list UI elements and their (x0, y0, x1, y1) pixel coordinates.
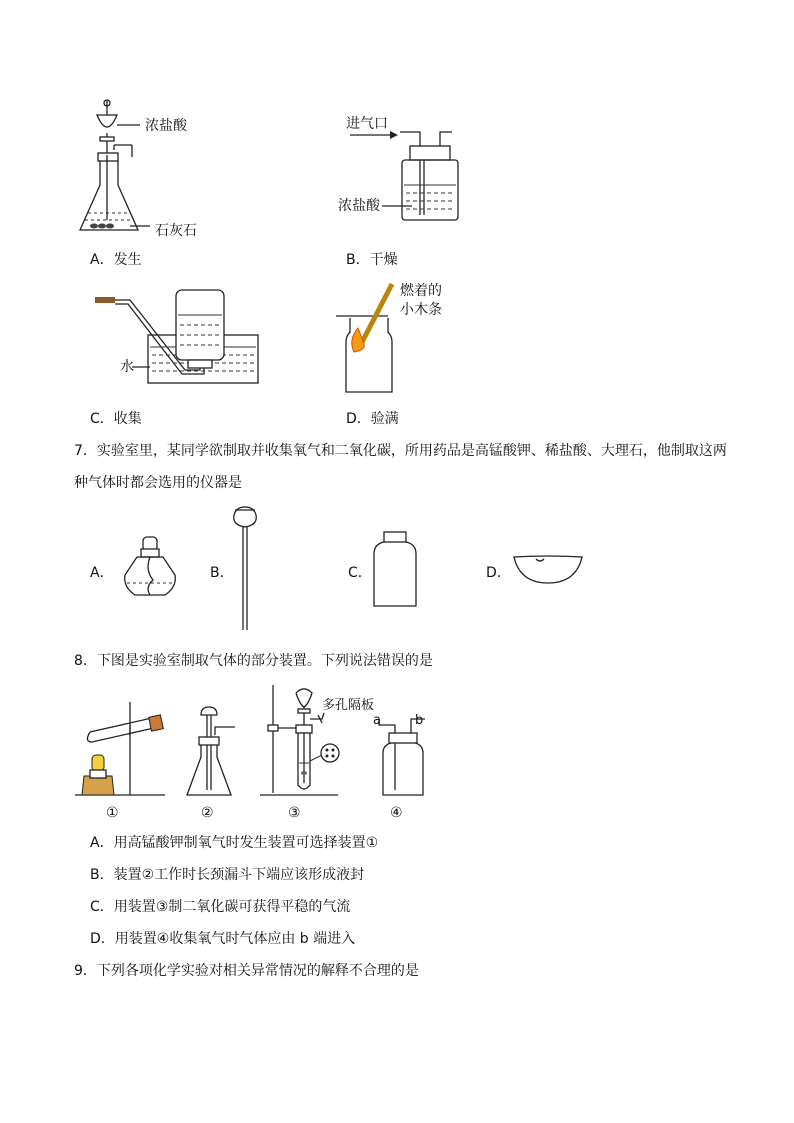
label-burning-stick-2: 小木条 (400, 302, 442, 318)
device-label-4: ④ (390, 805, 403, 821)
caption-b: B．干燥 (346, 252, 398, 268)
q8-option-a: A．用高锰酸钾制氧气时发生装置可选择装置① (90, 835, 379, 851)
caption-c: C．收集 (90, 411, 142, 427)
device-label-1: ① (106, 805, 119, 821)
device-1-heating-figure (70, 700, 170, 800)
label-conc-hcl-b: 浓盐酸 (338, 198, 380, 214)
label-limestone: 石灰石 (155, 223, 197, 239)
q8-option-d: D．用装置④收集氧气时气体应由 b 端进入 (90, 931, 356, 947)
gas-bottle-icon (370, 530, 420, 610)
device-2-flask-figure (185, 705, 240, 800)
label-water: 水 (120, 359, 134, 375)
q7-option-a: A． (90, 565, 114, 581)
device-label-2: ② (201, 805, 214, 821)
q8-option-c: C．用装置③制二氧化碳可获得平稳的气流 (90, 899, 351, 915)
label-gas-inlet: 进气口 (346, 116, 388, 132)
q7-stem-line1: 7．实验室里，某同学欲制取并收集氧气和二氧化碳，所用药品是高锰酸钾、稀盐酸、大理石，他制取这两 (74, 443, 727, 459)
q8-stem: 8．下图是实验室制取气体的部分装置。下列说法错误的是 (74, 653, 433, 669)
caption-a: A．发生 (90, 252, 142, 268)
q7-stem-line2: 种气体时都会选用的仪器是 (74, 475, 242, 491)
q8-option-b: B．装置②工作时长颈漏斗下端应该形成液封 (90, 867, 365, 883)
device-label-3: ③ (288, 805, 301, 821)
label-porous-plate: 多孔隔板 (322, 698, 375, 713)
label-end-a: a (373, 713, 381, 728)
long-neck-funnel-icon (230, 505, 260, 635)
label-end-b: b (415, 713, 424, 728)
evaporating-dish-icon (512, 553, 584, 588)
q7-option-d: D． (486, 565, 511, 581)
label-conc-hcl-a: 浓盐酸 (145, 118, 187, 134)
q7-option-b: B． (210, 565, 234, 581)
caption-d: D．验满 (346, 411, 399, 427)
apparatus-collection-figure (90, 285, 270, 395)
label-burning-stick-1: 燃着的 (400, 283, 442, 299)
q9-stem: 9．下列各项化学实验对相关异常情况的解释不合理的是 (74, 963, 419, 979)
q7-option-c: C． (348, 565, 372, 581)
alcohol-lamp-icon (115, 535, 185, 605)
